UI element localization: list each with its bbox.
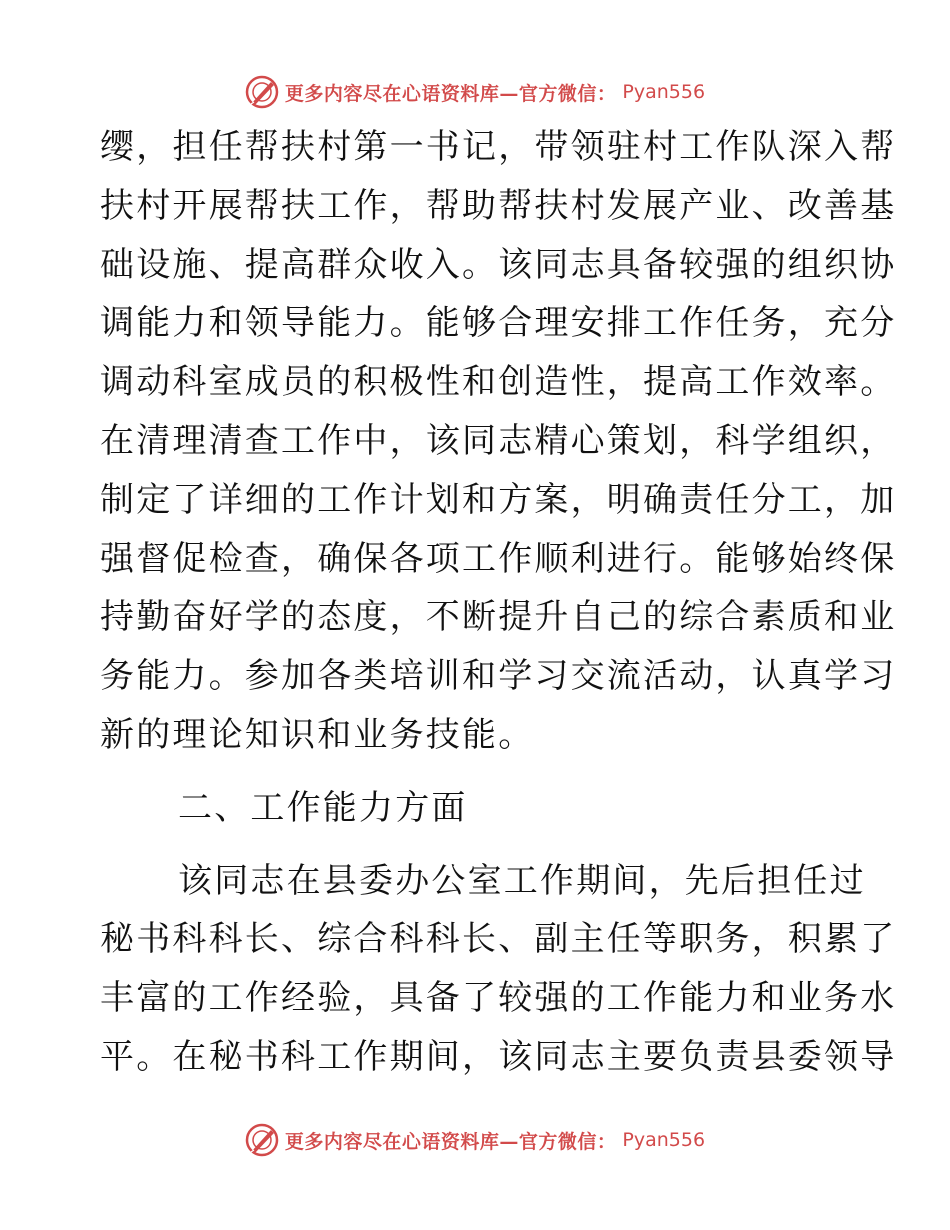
document-body <box>100 118 897 1087</box>
text-line: 平。在秘书科工作期间，该同志主要负责县委领导 <box>100 1036 897 1077</box>
footer-banner-id: Pyan556 <box>622 1129 706 1151</box>
quill-pen-logo-icon <box>245 1123 279 1157</box>
text-line: 础设施、提高群众收入。该同志具备较强的组织协 <box>100 244 897 285</box>
quill-pen-logo-icon <box>245 75 279 109</box>
header-banner <box>0 72 950 112</box>
text-line: 该同志在县委办公室工作期间，先后担任过 <box>178 860 866 901</box>
text-line: 秘书科科长、综合科科长、副主任等职务，积累了 <box>100 919 897 960</box>
text-line: 调能力和领导能力。能够合理安排工作任务，充分 <box>100 303 897 344</box>
paragraph-2 <box>100 852 897 1087</box>
text-line: 缨，担任帮扶村第一书记，带领驻村工作队深入帮 <box>100 127 897 167</box>
text-line: 务能力。参加各类培训和学习交流活动，认真学习 <box>100 656 897 697</box>
footer-banner <box>0 1120 950 1160</box>
header-banner-id: Pyan556 <box>622 81 706 103</box>
text-line: 新的理论知识和业务技能。 <box>100 714 535 755</box>
text-line: 扶村开展帮扶工作，帮助帮扶村发展产业、改善基 <box>100 185 897 226</box>
text-line: 丰富的工作经验，具备了较强的工作能力和业务水 <box>100 978 897 1019</box>
section-heading: 二、工作能力方面 <box>178 787 468 828</box>
text-line: 调动科室成员的积极性和创造性，提高工作效率。 <box>100 362 897 403</box>
header-banner-text: 更多内容尽在心语资料库—官方微信： <box>284 82 617 105</box>
text-line: 制定了详细的工作计划和方案，明确责任分工，加 <box>100 479 897 520</box>
paragraph-spacer <box>100 765 850 779</box>
paragraph-1 <box>100 118 897 765</box>
text-line: 在清理清查工作中，该同志精心策划，科学组织， <box>100 420 897 461</box>
footer-banner-text: 更多内容尽在心语资料库—官方微信： <box>284 1130 617 1153</box>
paragraph-spacer <box>100 838 850 852</box>
text-line: 持勤奋好学的态度，不断提升自己的综合素质和业 <box>100 597 897 638</box>
text-line: 强督促检查，确保各项工作顺利进行。能够始终保 <box>100 538 897 579</box>
